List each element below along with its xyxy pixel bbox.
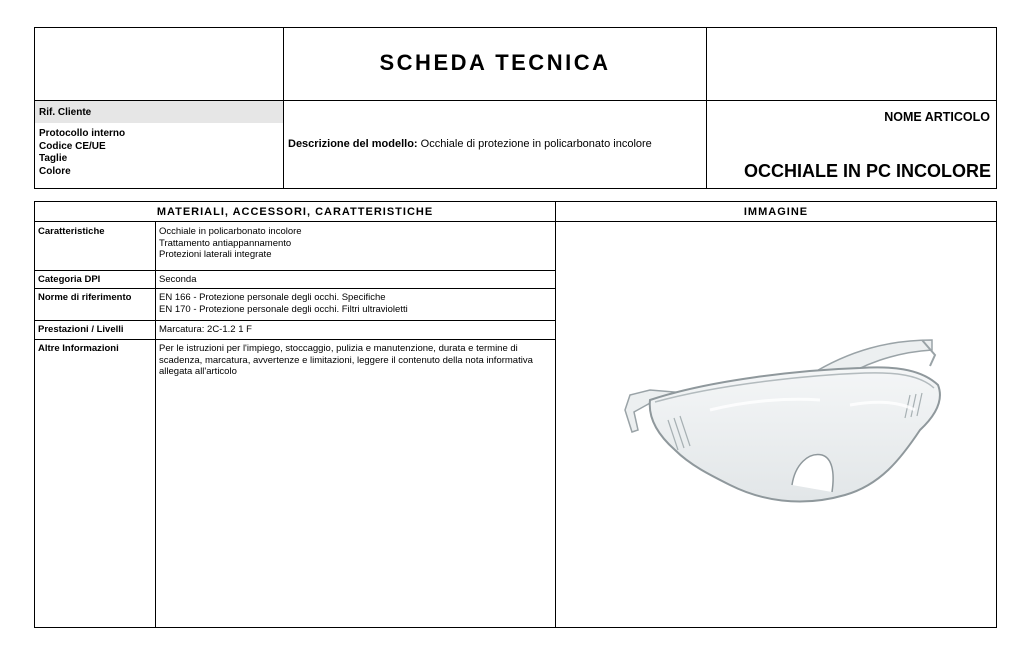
table-row xyxy=(35,340,555,400)
nome-articolo-label: NOME ARTICOLO xyxy=(884,110,990,124)
table-row xyxy=(35,223,555,271)
row-line: Per le istruzioni per l'impiego, stoccaggio, pulizia e manutenzione, durata e termine di scadenza, marcatura, avvertenze e limitazioni, leggere il contenuto della nota informativa allegata all'articolo xyxy=(159,343,533,377)
row-label: Categoria DPI xyxy=(38,274,101,285)
header-left-cell xyxy=(35,28,284,188)
row-value xyxy=(159,292,549,315)
materials-section-title: MATERIALI, ACCESSORI, CARATTERISTICHE xyxy=(35,202,555,222)
row-line: EN 170 - Protezione personale degli occhi. Filtri ultravioletti xyxy=(159,303,408,315)
table-row xyxy=(35,271,555,289)
page-title: SCHEDA TECNICA xyxy=(379,50,611,75)
row-line: Protezioni laterali integrate xyxy=(159,249,272,260)
row-value xyxy=(159,226,549,261)
taglie-label: Taglie xyxy=(39,153,68,164)
image-section-title: IMMAGINE xyxy=(556,202,996,222)
protocollo-label: Protocollo interno xyxy=(39,128,126,139)
row-value xyxy=(159,324,549,336)
row-line: Marcatura: 2C-1.2 1 F xyxy=(159,324,252,335)
row-label: Caratteristiche xyxy=(38,226,105,237)
row-label: Altre Informazioni xyxy=(38,343,119,354)
row-line: Seconda xyxy=(159,274,197,285)
row-value xyxy=(159,343,549,378)
rif-cliente-label: Rif. Cliente xyxy=(35,101,283,123)
descrizione-modello xyxy=(288,138,652,150)
row-line: Occhiale in policarbonato incolore xyxy=(159,226,302,237)
column-divider xyxy=(555,202,556,627)
descrizione-label: Descrizione del modello: xyxy=(288,138,418,150)
table-row xyxy=(35,321,555,340)
colore-label: Colore xyxy=(39,165,71,177)
row-value xyxy=(159,274,549,286)
header-divider xyxy=(35,100,996,101)
codice-label: Codice CE/UE xyxy=(39,140,106,152)
header-field-labels xyxy=(39,128,125,178)
header-right-cell xyxy=(707,28,996,188)
row-line: Trattamento antiappannamento xyxy=(159,237,292,249)
header-center-cell xyxy=(284,28,707,188)
row-label: Prestazioni / Livelli xyxy=(38,324,124,335)
descrizione-value: Occhiale di protezione in policarbonato incolore xyxy=(417,138,652,150)
header-table xyxy=(34,27,997,189)
table-row xyxy=(35,289,555,321)
nome-articolo-value: OCCHIALE IN PC INCOLORE xyxy=(743,161,991,181)
safety-glasses-image xyxy=(560,300,960,540)
row-label: Norme di riferimento xyxy=(38,292,132,303)
row-line: EN 166 - Protezione personale degli occhi. Specifiche xyxy=(159,292,386,303)
